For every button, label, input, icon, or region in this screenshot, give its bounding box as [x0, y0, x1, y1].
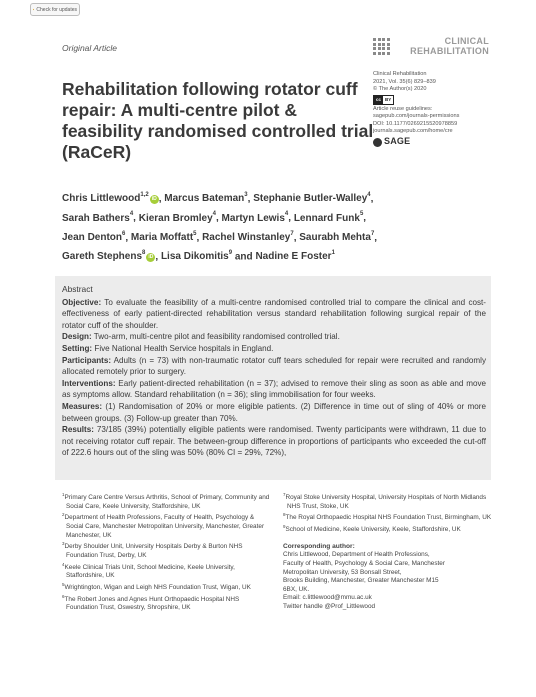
abstract-section-text: Adults (n = 73) with non-traumatic rotator cuff tears scheduled for repair were recruited and randomly allocated remotely prior to surgery. [62, 355, 486, 377]
author-affiliation-number: 3 [244, 192, 248, 198]
author-name: Rachel Winstanley [202, 231, 291, 243]
journal-logo [373, 36, 489, 58]
author-name: Nadine E Foster [255, 251, 332, 263]
affiliation [283, 511, 493, 523]
author-name: Saurabh Mehta [299, 231, 371, 243]
meta-copyright: © The Author(s) 2020 [373, 86, 427, 92]
affiliation-number: 7 [283, 492, 286, 497]
affiliations-right [283, 491, 493, 612]
abstract-section [62, 378, 486, 401]
author-affiliation-number: 9 [228, 249, 233, 256]
author [139, 213, 216, 224]
affiliation-number: 8 [283, 512, 286, 518]
affiliation [62, 561, 272, 581]
author-name: Gareth Stephens [62, 251, 143, 263]
affiliation-text: Department of Health Professions, Faculty of Health, Psychology & Social Care, Manchester Metropolitan University, Manchester, Greater Manchester, UK [64, 514, 265, 539]
author-name: Sarah Bathers [62, 212, 130, 224]
abstract-section [62, 331, 486, 343]
abstract-section-text: 73/185 (39%) potentially eligible patients were randomised. Twenty participants were withdrawn, 11 due to not receiving rotator cuff repair. The between-group difference in proportions of participants who exceeded the cut-off of 222.6 hours out of the sling was 50% (80% CI = 29%, 72%), [62, 425, 486, 458]
abstract-section-label: Interventions: [62, 378, 116, 388]
author [62, 251, 155, 262]
author-name: Marcus Bateman [164, 193, 245, 205]
affiliation [62, 581, 272, 593]
affiliation-text: Wrightington, Wigan and Leigh NHS Foundation Trust, Wigan, UK [64, 583, 251, 591]
meta-reuse: Article reuse guidelines: [373, 105, 433, 112]
corresponding-contact[interactable]: Twitter handle @Prof_Littlewood [283, 602, 376, 610]
affiliation-text: Primary Care Centre Versus Arthritis, School of Primary, Community and Social Care, Keele University, Staffordshire, UK [64, 494, 270, 510]
corresponding-author-heading: Corresponding author: [283, 542, 355, 550]
meta-permissions-link[interactable]: sagepub.com/journals-permissions [373, 113, 460, 119]
affiliation-number: 5 [62, 581, 65, 587]
author-affiliation-number: 7 [370, 230, 375, 237]
abstract-section [62, 343, 486, 355]
affiliation-text: The Robert Jones and Agnes Hunt Orthopaedic Hospital NHS Foundation Trust, Oswestry, Shropshire, UK [64, 595, 240, 612]
author-name: Lisa Dikomitis [160, 251, 229, 263]
affiliation-text: Derby Shoulder Unit, University Hospitals Derby & Burton NHS Foundation Trust, Derby, UK [64, 543, 243, 559]
abstract-section [62, 355, 486, 378]
corresponding-address-line: Chris Littlewood, Department of Health Professions, [283, 551, 430, 559]
abstract-section [62, 401, 486, 424]
author [253, 193, 370, 204]
abstract-section-text: Early patient-directed rehabilitation (n = 37); advised to remove their sling as soon as able and move as symptoms allow. Standard rehabilitation (n = 36); sling immobilisation for four weeks. [62, 378, 486, 400]
article-type: Original Article [62, 43, 117, 53]
author-name: Stephanie Butler-Walley [253, 193, 368, 205]
affiliation-number: 6 [62, 593, 65, 599]
abstract-section-label: Participants: [62, 355, 112, 365]
author-list: Chris Littlewood$^{1,2}$iD , Marcus Bateman$^3$, Stephanie Butler-Walley$^4$, Sarah Bathers$^4$, Kieran Bromley$^4$, Martyn Lewis$^4$, Lennard Funk$^5$, Jean Denton$^6$, Maria Moffatt$^5$, Rachel Winstanley$^7$, Saurabh Mehta$^7$, Gareth Stephens$^8$iD , Lisa Dikomitis$^9$ and Nadine E Foster$^1$ [62, 192, 378, 263]
journal-grid-icon [373, 38, 391, 56]
affiliations-left [62, 491, 272, 613]
orcid-icon[interactable]: iD [151, 196, 157, 203]
author-affiliation-number: 1,2 [140, 192, 149, 198]
corresponding-address-line: Brooks Building, Manchester, Greater Manchester M15 [283, 577, 439, 585]
author [255, 251, 334, 262]
check-updates-label: Check for updates [36, 6, 77, 13]
journal-name-line1: CLINICAL [444, 36, 489, 46]
author-affiliation-number: 5 [193, 230, 197, 237]
check-for-updates-button[interactable] [30, 3, 80, 16]
affiliation-text: Keele Clinical Trials Unit, School Medicine, Keele University, Staffordshire, UK [64, 563, 235, 580]
author [131, 232, 197, 243]
author [62, 193, 159, 204]
affiliation-number: 4 [62, 561, 65, 567]
author-name: Kieran Bromley [138, 212, 213, 224]
orcid-icon[interactable]: iD [148, 254, 154, 261]
abstract-section-text: (1) Randomisation of 20% or more eligible patients. (2) Difference in time out of sling of 40% or more between groups. (3) Follow-up greater than 70%. [62, 401, 486, 423]
abstract-section-text: To evaluate the feasibility of a multi-centre randomised controlled trial to compare the clinical and cost-effectiveness of early patient-directed rehabilitation versus standard rehabilitation following surgical repair of the rotator cuff of the shoulder. [62, 297, 486, 330]
author-name: Chris Littlewood [62, 193, 141, 205]
abstract-section-label: Objective: [62, 297, 102, 307]
abstract-section [62, 424, 486, 459]
author [62, 232, 125, 243]
abstract-section [62, 297, 486, 332]
abstract-section-label: Measures: [62, 401, 103, 411]
sage-logo: SAGE [373, 138, 503, 147]
author-affiliation-number: 8 [142, 249, 146, 256]
affiliation [62, 511, 272, 540]
check-updates-icon [33, 5, 34, 14]
abstract-sections [62, 297, 486, 459]
affiliation [62, 491, 272, 511]
affiliation-text: School of Medicine, Keele University, Keele, Staffordshire, UK [285, 526, 461, 534]
corresponding-contact[interactable]: Email: c.littlewood@mmu.ac.uk [283, 594, 372, 602]
author-affiliation-number: 5 [359, 211, 364, 218]
meta-volume: 2021, Vol. 35(6) 829–839 [373, 78, 436, 85]
affiliation-number: 3 [62, 541, 65, 547]
corresponding-address-line: Metropolitan University, 53 Bonsall Street, [283, 568, 402, 576]
meta-journal: Clinical Rehabilitation [373, 71, 427, 77]
corresponding-address-line: Faculty of Health, Psychology & Social Care, Manchester [283, 559, 445, 567]
author-name: Lennard Funk [293, 212, 360, 224]
sage-icon [373, 138, 382, 147]
meta-journal-link[interactable]: journals.sagepub.com/home/cre [373, 128, 453, 134]
abstract [62, 284, 486, 459]
journal-name-line2: REHABILITATION [410, 46, 489, 56]
author-affiliation-number: 4 [129, 211, 134, 218]
author [202, 232, 294, 243]
author [62, 213, 133, 224]
abstract-section-label: Setting: [62, 343, 93, 353]
affiliation [62, 593, 272, 613]
author-affiliation-number: 1 [331, 249, 335, 256]
cc-by-license-icon[interactable]: cc BY [373, 95, 394, 105]
author [294, 213, 363, 224]
author [299, 232, 374, 243]
author-affiliation-number: 4 [212, 211, 216, 218]
corresponding-address-line: 6BX, UK. [283, 585, 310, 593]
abstract-heading: Abstract [62, 284, 93, 294]
affiliation-text: The Royal Orthopaedic Hospital NHS Foundation Trust, Birmingham, UK [285, 514, 492, 522]
author-name: Maria Moffatt [130, 231, 194, 243]
affiliation [283, 491, 493, 511]
affiliation-number: 9 [283, 524, 286, 530]
author-name: Martyn Lewis [221, 212, 285, 224]
author-affiliation-number: 6 [122, 230, 126, 237]
author-affiliation-number: 4 [284, 211, 289, 218]
affiliation-text: Royal Stoke University Hospital, University Hospitals of North Midlands NHS Trust, Stoke, UK [285, 494, 487, 510]
meta-doi[interactable]: DOI: 10.1177/0269215520978859 [373, 120, 458, 127]
affiliation-number: 2 [62, 512, 65, 518]
author [164, 193, 247, 204]
abstract-section-text: Five National Health Service hospitals in England. [92, 343, 274, 353]
author [161, 251, 232, 262]
abstract-section-label: Design: [62, 332, 92, 342]
affiliation-number: 1 [62, 492, 65, 497]
affiliation [62, 540, 272, 560]
article-metadata [373, 71, 503, 147]
article-title: Rehabilitation following rotator cuff repair: A multi-centre pilot & feasibility randomised controlled trial (RaCeR) [62, 79, 374, 162]
author-name: Jean Denton [62, 231, 123, 243]
author-affiliation-number: 7 [290, 230, 294, 237]
affiliations-right-list [283, 491, 493, 535]
abstract-section-text: Two-arm, multi-centre pilot and feasibility randomised controlled trial. [91, 332, 340, 342]
author [222, 213, 289, 224]
author-affiliation-number: 4 [367, 192, 371, 198]
abstract-section-label: Results: [62, 425, 94, 435]
corresponding-author-details [283, 551, 493, 611]
affiliation [283, 523, 493, 535]
